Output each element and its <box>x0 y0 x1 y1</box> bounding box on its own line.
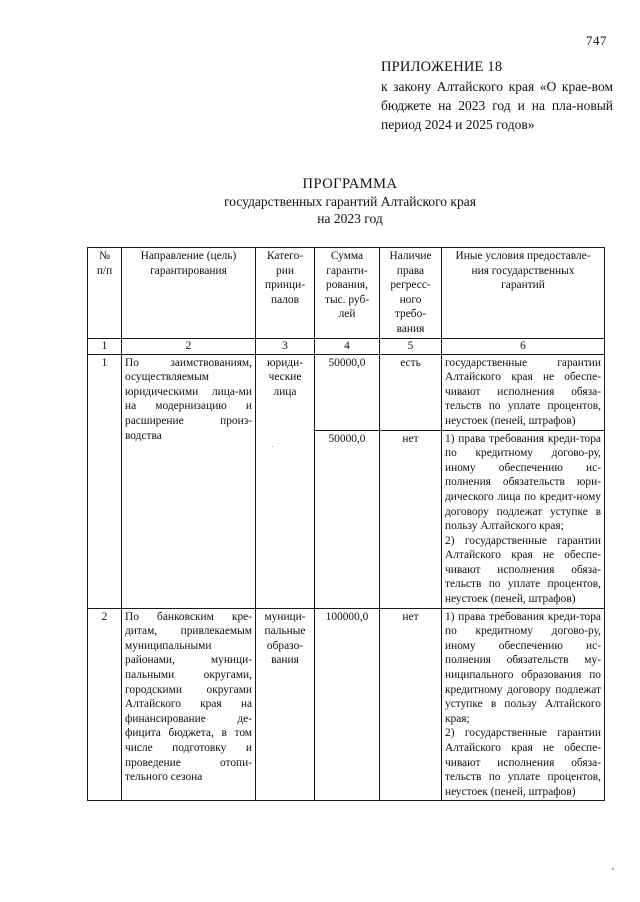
row-recourse: нет <box>380 430 442 608</box>
row-amount: 100000,0 <box>315 608 380 801</box>
guarantees-table <box>87 247 605 801</box>
row-direction: По банковским кре-дитам, привлекаемым муниципальными районами, муници-пальными округами, городскими округами Алтайского края на финансирование де-фицита бюджета, в том числе подготовку и проведение отопи-тельного сезона <box>122 608 256 801</box>
row-number: 1 <box>88 354 122 608</box>
row-amount: 50000,0 <box>315 430 380 608</box>
column-number: 5 <box>380 338 442 354</box>
appendix-block <box>381 58 613 134</box>
row-recourse: есть <box>380 354 442 430</box>
page-number: 747 <box>586 33 607 48</box>
scan-speck <box>272 446 273 447</box>
program-title-block <box>100 176 600 227</box>
header-category: Катего- рии принци- палов <box>256 248 315 339</box>
appendix-title: ПРИЛОЖЕНИЕ 18 <box>381 59 503 75</box>
program-subtitle-2: на 2023 год <box>317 211 383 226</box>
row-conditions: 1) права требования креди-тора по кредитному догово-ру, иному обеспечению ис-полнения обязательств му-ниципального образования по кредитному договору подлежат уступке в пользу Алтайского края; 2) государственные гарантии Алтайского края не обеспе-чивают исполнения обяза-тельств по уплате процентов, неустоек (пеней, штрафов) <box>442 608 605 801</box>
header-direction: Направление (цель) гарантирования <box>122 248 256 339</box>
row-conditions: 1) права требования креди-тора по кредитному догово-ру, иному обеспечению ис-полнения обязательств юри-дического лица по кредит-ному договору подлежат уступке в пользу Алтайского края; 2) государственные гарантии Алтайского края не обеспе-чивают исполнения обяза-тельств по уплате процентов, неустоек (пеней, штрафов) <box>442 430 605 608</box>
table-header-row <box>88 248 605 339</box>
column-number: 6 <box>442 338 605 354</box>
appendix-text: к закону Алтайского края «О крае-вом бюджете на 2023 год и на пла-новый период 2024 и 2025 годов» <box>381 79 613 132</box>
row-recourse: нет <box>380 608 442 801</box>
header-amount: Сумма гаранти- рования, тыс. руб- лей <box>315 248 380 339</box>
header-conditions: Иные условия предоставле- ния государственных гарантий <box>442 248 605 339</box>
row-direction: По заимствованиям, осуществляемым юридическими лица-ми на модернизацию и расширение произ-водства <box>122 354 256 608</box>
table-row <box>88 354 605 430</box>
column-number: 2 <box>122 338 256 354</box>
program-heading: ПРОГРАММА <box>302 176 398 192</box>
table-row <box>88 608 605 801</box>
header-number: № п/п <box>88 248 122 339</box>
row-conditions: государственные гарантии Алтайского края не обеспе-чивают исполнения обяза-тельств по уплате процентов, неустоек (пеней, штрафов) <box>442 354 605 430</box>
column-number: 4 <box>315 338 380 354</box>
scan-speck <box>612 868 614 870</box>
header-recourse: Наличие права регресс- ного требо- вания <box>380 248 442 339</box>
row-category: муници- пальные образо- вания <box>256 608 315 801</box>
row-number: 2 <box>88 608 122 801</box>
row-amount: 50000,0 <box>315 354 380 430</box>
program-subtitle-1: государственных гарантий Алтайского края <box>224 194 476 209</box>
row-category: юриди- ческие лица <box>256 354 315 608</box>
column-number: 1 <box>88 338 122 354</box>
column-number: 3 <box>256 338 315 354</box>
column-number-row <box>88 338 605 354</box>
